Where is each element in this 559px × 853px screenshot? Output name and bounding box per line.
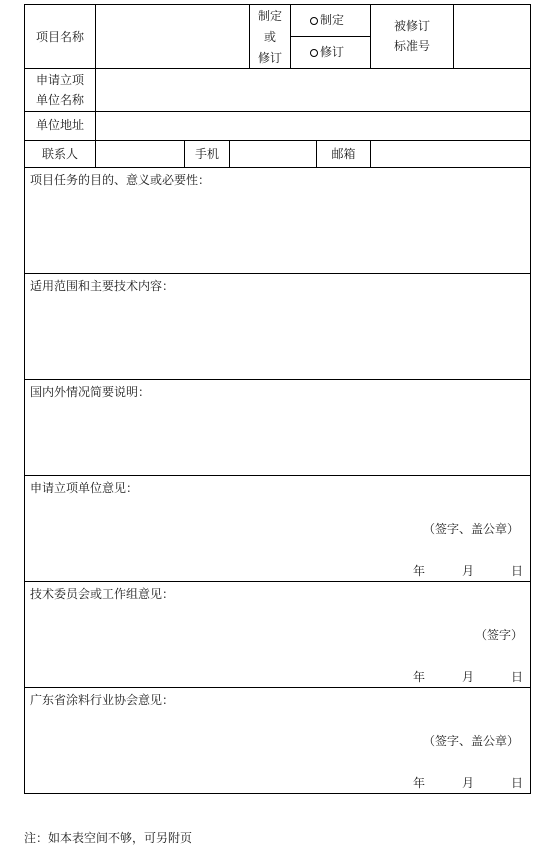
row-divider: [24, 475, 531, 476]
domestic-foreign-field[interactable]: [25, 402, 530, 475]
purpose-field[interactable]: [25, 190, 530, 273]
date-year-label: 年: [413, 670, 426, 684]
applicant-opinion-label: 申请立项单位意见：: [30, 481, 139, 495]
contact-label: 联系人: [41, 147, 78, 161]
unit-name-field[interactable]: [96, 69, 530, 111]
address-field[interactable]: [96, 112, 530, 140]
col-divider: [290, 4, 291, 69]
date-month-label: 月: [462, 776, 475, 790]
applicant-opinion-field[interactable]: [25, 498, 530, 581]
address-label: 单位地址: [35, 118, 84, 132]
row-divider: [24, 581, 531, 582]
row-divider: [24, 687, 531, 688]
row-divider: [24, 167, 531, 168]
date-month-label: 月: [462, 564, 475, 578]
row-divider: [290, 36, 370, 37]
project-name-field[interactable]: [96, 5, 249, 68]
mobile-label: 手机: [194, 147, 219, 161]
row-divider: [24, 273, 531, 274]
committee-opinion-field[interactable]: [25, 604, 530, 687]
option-revise[interactable]: 修订: [310, 42, 344, 62]
scope-label: 适用范围和主要技术内容：: [30, 279, 175, 293]
unit-name-label: 申请立项 单位名称: [35, 73, 84, 107]
revised-standard-label: 被修订 标准号: [393, 19, 430, 53]
date-day-label: 日: [511, 564, 524, 578]
association-opinion-field[interactable]: [25, 710, 530, 793]
footnote: 注：如本表空间不够，可另附页: [24, 831, 193, 845]
table-border-right: [530, 4, 531, 794]
signature-hint: （签字）: [475, 628, 524, 642]
signature-seal-hint: （签字、盖公章）: [423, 522, 520, 536]
date-day-label: 日: [511, 670, 524, 684]
formulate-or-revise-label: 制定 或 修订: [257, 9, 282, 65]
mobile-field[interactable]: [230, 141, 316, 167]
association-opinion-label: 广东省涂料行业协会意见：: [30, 693, 175, 707]
contact-field[interactable]: [96, 141, 184, 167]
table-border-bottom: [24, 793, 531, 794]
email-field[interactable]: [371, 141, 530, 167]
date-day-label: 日: [511, 776, 524, 790]
date-year-label: 年: [413, 776, 426, 790]
radio-circle-icon[interactable]: [310, 17, 318, 25]
radio-circle-icon[interactable]: [310, 49, 318, 57]
date-month-label: 月: [462, 670, 475, 684]
date-year-label: 年: [413, 564, 426, 578]
row-divider: [24, 379, 531, 380]
revised-standard-field[interactable]: [454, 5, 530, 68]
domestic-foreign-label: 国内外情况简要说明：: [30, 385, 151, 399]
signature-seal-hint: （签字、盖公章）: [423, 734, 520, 748]
option-formulate[interactable]: 制定: [310, 10, 344, 30]
purpose-label: 项目任务的目的、意义或必要性：: [30, 173, 211, 187]
email-label: 邮箱: [331, 147, 356, 161]
committee-opinion-label: 技术委员会或工作组意见：: [30, 587, 175, 601]
project-name-label: 项目名称: [35, 30, 84, 44]
scope-field[interactable]: [25, 296, 530, 379]
